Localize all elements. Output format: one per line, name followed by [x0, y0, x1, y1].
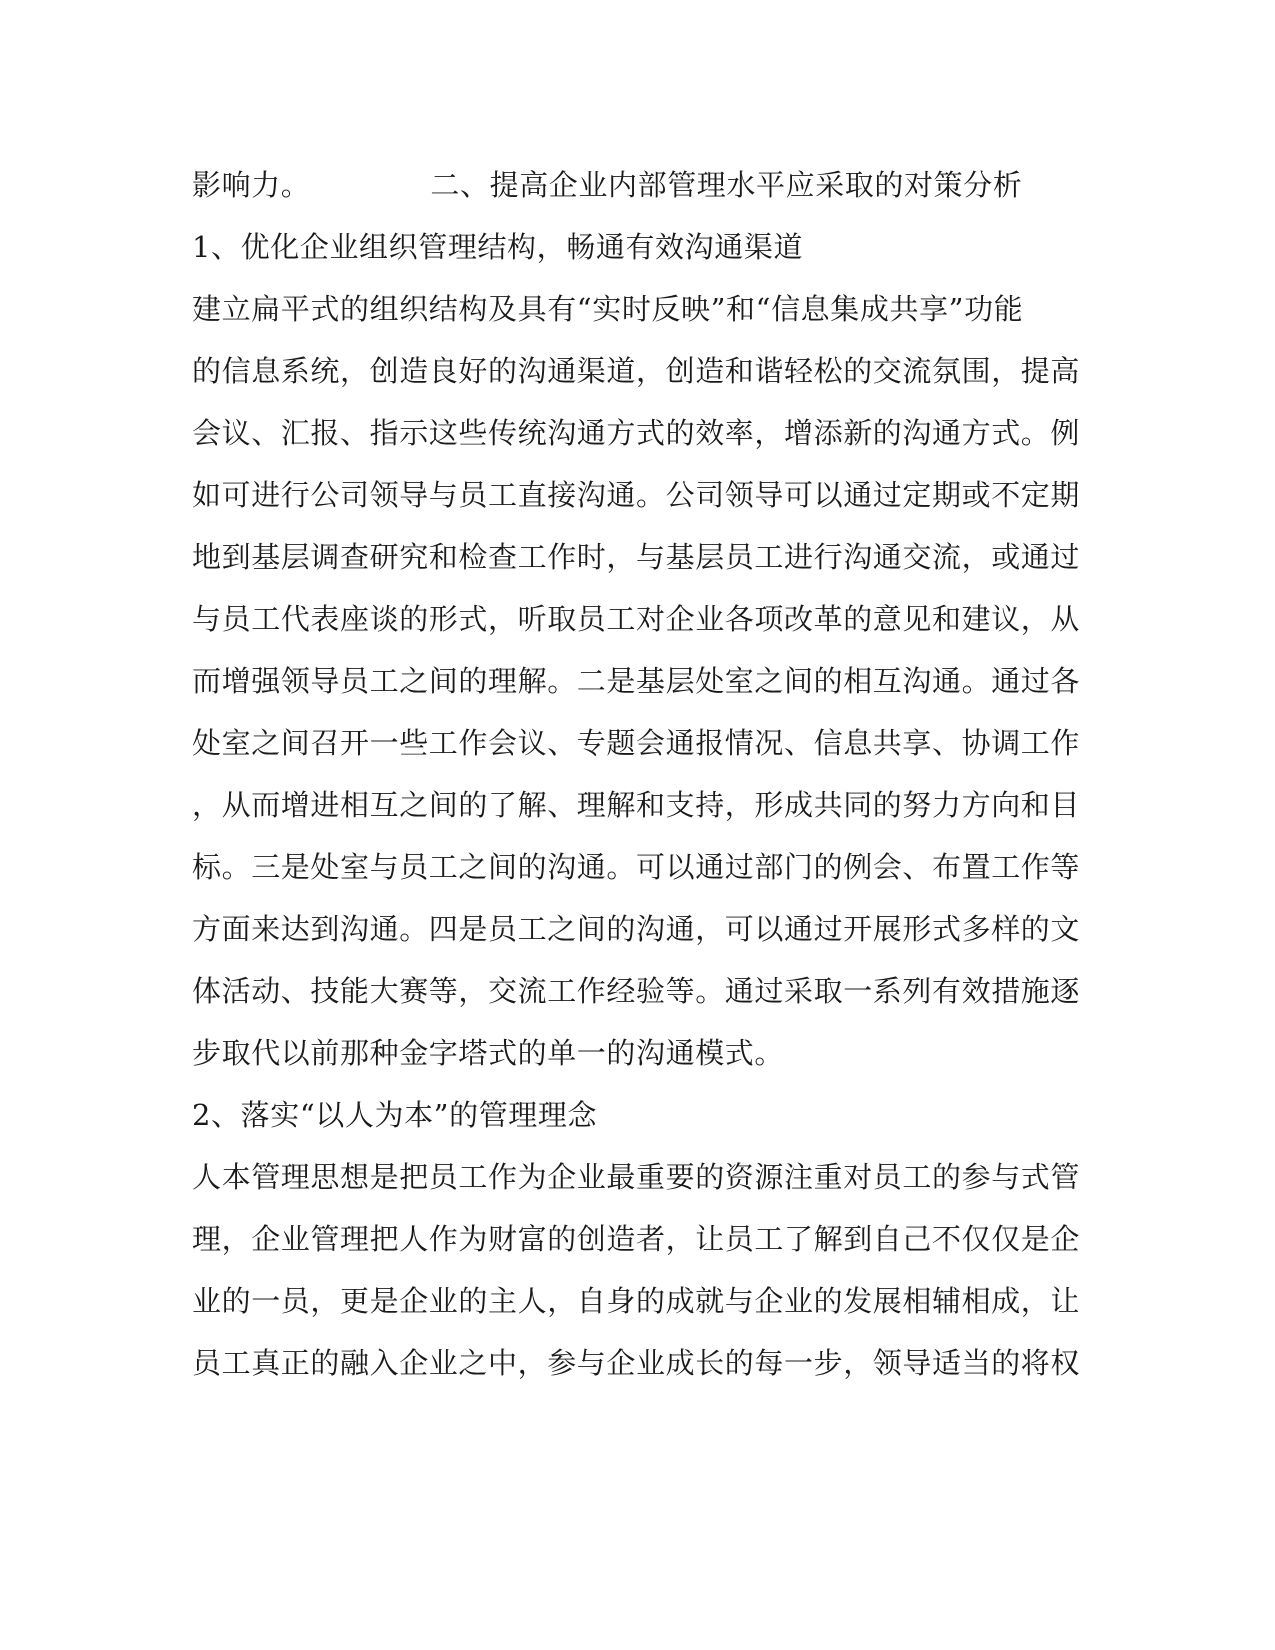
text-line: 体活动、技能大赛等，交流工作经验等。通过采取一系列有效措施逐 [192, 974, 1081, 1008]
text-line: 建立扁平式的组织结构及具有“实时反映”和“信息集成共享”功能 [192, 292, 1024, 326]
subsection-heading: 2、落实“以人为本”的管理理念 [192, 1098, 598, 1132]
text-fragment: 影响力。 [192, 168, 311, 202]
text-line: 标。三是处室与员工之间的沟通。可以通过部门的例会、布置工作等 [192, 850, 1081, 884]
text-line: 而增强领导员工之间的理解。二是基层处室之间的相互沟通。通过各 [192, 664, 1081, 698]
text-line: 理，企业管理把人作为财富的创造者，让员工了解到自己不仅仅是企 [192, 1222, 1081, 1256]
text-line: 的信息系统，创造良好的沟通渠道，创造和谐轻松的交流氛围，提高 [192, 354, 1081, 388]
text-line [192, 167, 1082, 203]
text-line: 地到基层调查研究和检查工作时，与基层员工进行沟通交流，或通过 [192, 540, 1081, 574]
section-heading: 二、提高企业内部管理水平应采取的对策分析 [430, 168, 1023, 202]
text-line: 与员工代表座谈的形式，听取员工对企业各项改革的意见和建议，从 [192, 602, 1081, 636]
subsection-heading: 1、优化企业组织管理结构，畅通有效沟通渠道 [192, 230, 804, 264]
text-line: ，从而增进相互之间的了解、理解和支持，形成共同的努力方向和目 [192, 788, 1081, 822]
text-line: 方面来达到沟通。四是员工之间的沟通，可以通过开展形式多样的文 [192, 912, 1081, 946]
text-line: 会议、汇报、指示这些传统沟通方式的效率，增添新的沟通方式。例 [192, 416, 1081, 450]
text-line: 人本管理思想是把员工作为企业最重要的资源注重对员工的参与式管 [192, 1160, 1081, 1194]
text-line: 步取代以前那种金字塔式的单一的沟通模式。 [192, 1036, 785, 1070]
text-line: 如可进行公司领导与员工直接沟通。公司领导可以通过定期或不定期 [192, 478, 1081, 512]
text-line: 业的一员，更是企业的主人，自身的成就与企业的发展相辅相成，让 [192, 1284, 1081, 1318]
text-line: 员工真正的融入企业之中，参与企业成长的每一步，领导适当的将权 [192, 1346, 1081, 1380]
text-line: 处室之间召开一些工作会议、专题会通报情况、信息共享、协调工作 [192, 726, 1081, 760]
